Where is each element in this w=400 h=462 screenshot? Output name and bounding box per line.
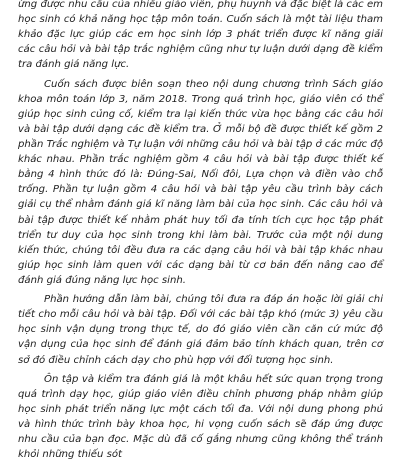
paragraph-book-compilation: Cuốn sách được biên soạn theo nội dung chương trình Sách giáo khoa môn toán lớp 3, năm 2018. Trong quá trình học, giáo viên có thể giúp học sinh củng cố, kiểm tra lại kiến thức vừa học bằng các câu hỏi và bài tập dưới dạng các đề kiểm tra. Ở mỗi bộ đề được thiết kế gồm 2 phần Trắc nghiệm và Tự luận với những câu hỏi và bài tập ở các mức độ khác nhau. Phần trắc nghiệm gồm 4 câu hỏi và bài tập được thiết kế bằng 4 hình thức đó là: Đúng-Sai, Nối đôi, Lựa chọn và điền vào chỗ trống. Phần tự luận gồm 4 câu hỏi và bài tập yêu cầu trình bày cách giải cụ thể nhằm đánh giá kĩ năng làm bài của học sinh. Các câu hỏi và bài tập được thiết kế nhằm phát huy tối đa tính tích cực học tập phát triển tư duy của học sinh trong khi làm bài. Trước của một nội dung kiến thức, chúng tôi đều đưa ra các dạng câu hỏi và bài tập khác nhau giúp học sinh làm quen với các dạng bài từ cơ bản đến nâng cao để đánh giá đúng năng lực học sinh. (18, 78, 383, 286)
paragraph-answer-guide: Phần hướng dẫn làm bài, chúng tôi đưa ra đáp án hoặc lời giải chi tiết cho mỗi câu hỏi và bài tập. Đối với các bài tập khó (mức 3) yêu cầu học sinh vận dụng trong thực tế, do đó giáo viên cần căn cứ mức độ vận dụng của học sinh để đánh giá đảm bảo tính khách quan, trên cơ sở đó điều chỉnh cách dạy cho phù hợp với đối tượng học sinh. (18, 294, 383, 366)
paragraph-review-assessment: Ôn tập và kiểm tra đánh giá là một khâu hết sức quan trọng trong quá trình dạy học, giúp giáo viên điều chỉnh phương pháp nhằm giúp học sinh phát triển năng lực một cách tối đa. Với nội dung phong phú và hình thức trình bày khoa học, hi vọng cuốn sách sẽ đáp ứng được nhu cầu của bạn đọc. Mặc dù đã cố gắng nhưng cũng không thể tránh khỏi những thiếu sót (18, 373, 383, 461)
paragraph-intro-continued: ứng được nhu cầu của nhiều giáo viên, phụ huynh và đặc biệt là các em học sinh có khả năng học tập môn toán. Cuốn sách là một tài liệu tham khảo đặc lực giúp các em học sinh lớp 3 phát triển được kĩ năng giải các câu hỏi và bài tập trắc nghiệm cũng như tự luận dưới dạng đề kiểm tra đánh giá năng lực. (18, 0, 383, 71)
